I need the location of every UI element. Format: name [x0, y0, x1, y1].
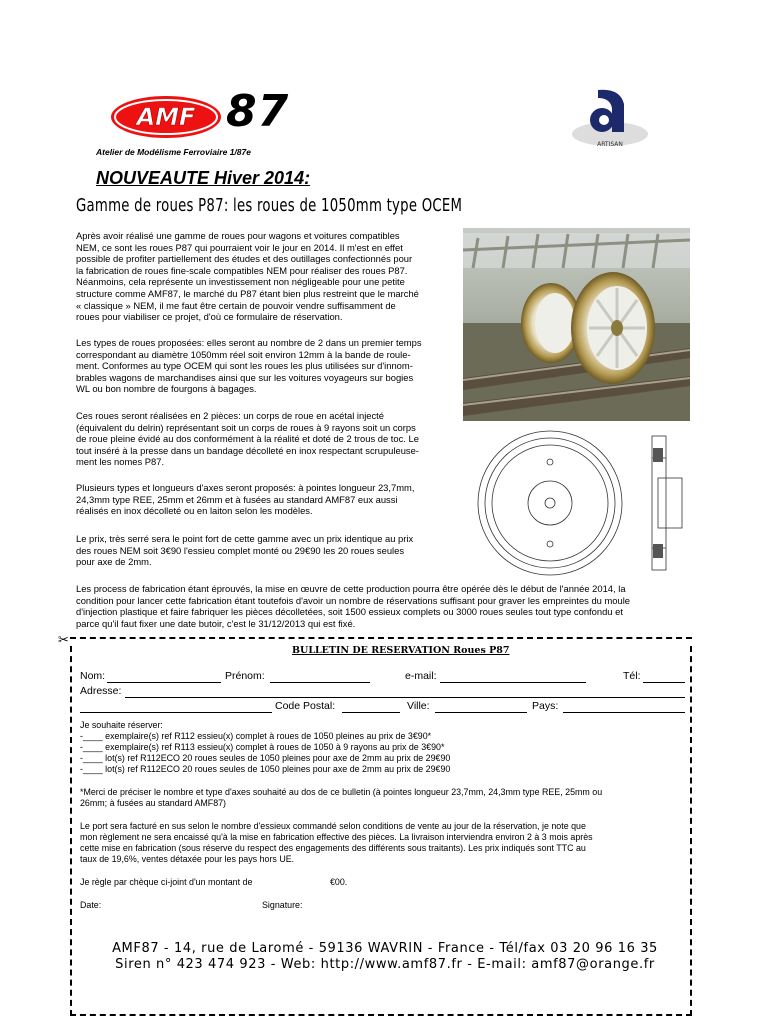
logo-number: 87 — [226, 86, 290, 137]
footer-contact: Siren n° 423 474 923 - Web: http://www.amf87.fr - E-mail: amf87@orange.fr — [115, 957, 655, 972]
email-field[interactable] — [440, 682, 586, 683]
page-subtitle: Gamme de roues P87: les roues de 1050mm type OCEM — [76, 195, 463, 216]
logo-text: AMF — [136, 103, 196, 131]
city-field[interactable] — [435, 712, 527, 713]
country-label: Pays: — [532, 700, 559, 712]
paragraph-process: Les process de fabrication étant éprouvés, la mise en œuvre de cette production pourra être opérée dès le début de l'année 2014, la condition pour lancer cette fabrication étant toutefois d'avoir un nombre de réservations suffisant pour graver les empreintes du moule d'injection plastique et faire fabriquer les pièces décolletées, soit 1500 essieux complets ou 3000 roues seules tout type confondu et parce qu'il faut fixer une date butoir, c'est le 31/12/2013 qui est fixé. — [76, 583, 631, 629]
phone-field[interactable] — [643, 682, 685, 683]
name-label: Nom: — [80, 670, 106, 682]
option-r112eco-b[interactable]: -____ lot(s) ref R112ECO 20 roues seules de 1050 pleines pour axe de 2mm au prix de 29€90 — [80, 764, 451, 774]
axle-note: *Merci de préciser le nombre et type d'axes souhaité au dos de ce bulletin (à pointes longueur 23,7mm, 24,3mm type REE, 25mm ou 26mm; à fusées au standard AMF87) — [80, 787, 603, 808]
address-label: Adresse: — [80, 685, 122, 697]
artisan-logo — [568, 86, 652, 154]
name-field[interactable] — [107, 682, 221, 683]
payment-label: Je règle par chèque ci-joint d'un montant de — [80, 877, 253, 887]
shipping-terms: Le port sera facturé en sus selon le nombre d'essieux commandé selon conditions de vente au jour de la réservation, je note que mon règlement ne sera encaissé qu'à la mise en fabrication effective des pièces. La livraison interviendra environ 2 à 3 mois après cette mise en fabrication (sous réserve du respect des engagements des différents sous traitants). Les prix indiqués sont TTC au taux de 19,6%, ventes détaxée pour les pays hors UE. — [80, 821, 593, 864]
date-label: Date: — [80, 900, 102, 910]
option-r112[interactable]: -____ exemplaire(s) ref R112 essieu(x) complet à roues de 1050 pleines au prix de 3€90* — [80, 731, 432, 741]
payment-amount[interactable]: €00. — [330, 877, 348, 887]
reservation-options — [80, 720, 450, 775]
wheelset-photo — [463, 228, 690, 421]
postcode-field[interactable] — [342, 712, 400, 713]
artisan-label: ARTISAN — [597, 141, 623, 148]
form-title: BULLETIN DE RESERVATION Roues P87 — [292, 645, 510, 656]
firstname-label: Prénom: — [225, 670, 265, 682]
amf-logo — [110, 95, 222, 139]
page-title: NOUVEAUTE Hiver 2014: — [96, 168, 311, 188]
tagline: Atelier de Modélisme Ferroviaire 1/87e — [96, 147, 251, 157]
option-r113[interactable]: -____ exemplaire(s) ref R113 essieu(x) complet à roues de 1050 à 9 rayons au prix de 3€90* — [80, 742, 445, 752]
city-label: Ville: — [407, 700, 430, 712]
firstname-field[interactable] — [270, 682, 370, 683]
address-line2-field[interactable] — [80, 712, 272, 713]
paragraph-axles: Plusieurs types et longueurs d'axes seront proposés: à pointes longueur 23,7mm, 24,3mm type REE, 25mm et 26mm et à fusées au standard AMF87 eux aussi réalisés en inox décolleté ou en laiton selon les modèles. — [76, 482, 415, 517]
country-field[interactable] — [563, 712, 685, 713]
option-r112eco-a[interactable]: -____ lot(s) ref R112ECO 20 roues seules de 1050 pleines pour axe de 2mm au prix de 29€90 — [80, 753, 451, 763]
paragraph-wheel-types: Les types de roues proposées: elles seront au nombre de 2 dans un premier temps correspondant au diamètre 1050mm réel soit environ 12mm à la bande de roule- ment. Conformes au type OCEM qui sont les roues les plus utilisées sur d'innom- brables wagons de marchandises ainsi que sur les voitures voyageurs sur bogies WL ou bon nombre de fourgons à bagages. — [76, 337, 422, 395]
wheel-drawing — [462, 428, 694, 578]
reserve-intro: Je souhaite réserver: — [80, 720, 163, 730]
paragraph-intro: Après avoir réalisé une gamme de roues pour wagons et voitures compatibles NEM, ce sont les roues P87 qui pourraient voir le jour en 2014. Il m'est en effet possible de profiter partiellement des études et des outillages confectionnés pour la fabrication de roues fine-scale compatibles NEM pour réaliser des roues P87. Néanmoins, cela représente un investissement non négligeable pour une petite structure comme AMF87, le marché du P87 étant bien plus restreint que le marché « classique » NEM, il me faut être certain de pouvoir vendre suffisamment de roues pour viabiliser ce projet, d'où ce formulaire de réservation. — [76, 230, 419, 323]
scissors-icon: ✂ — [58, 632, 69, 647]
footer-address: AMF87 - 14, rue de Laromé - 59136 WAVRIN - France - Tél/fax 03 20 96 16 35 — [112, 941, 658, 956]
paragraph-price: Le prix, très serré sera le point fort de cette gamme avec un prix identique au prix des roues NEM soit 3€90 l'essieu complet monté ou 29€90 les 20 roues seules pour axe de 2mm. — [76, 533, 414, 568]
cut-line — [70, 637, 692, 639]
postcode-label: Code Postal: — [275, 700, 336, 712]
paragraph-construction: Ces roues seront réalisées en 2 pièces: un corps de roue en acétal injecté (équivalent du delrin) représentant soit un corps de roues à 9 rayons soit un corps de roue pleine évidé au dos conformément à la réalité et doté de 2 trous de toc. Le tout inséré à la presse dans un bandage décolleté en inox respectant scrupuleuse- ment les nomes P87. — [76, 410, 419, 468]
signature-label: Signature: — [262, 900, 303, 910]
address-field[interactable] — [125, 697, 685, 698]
phone-label: Tél: — [623, 670, 641, 682]
email-label: e-mail: — [405, 670, 437, 682]
